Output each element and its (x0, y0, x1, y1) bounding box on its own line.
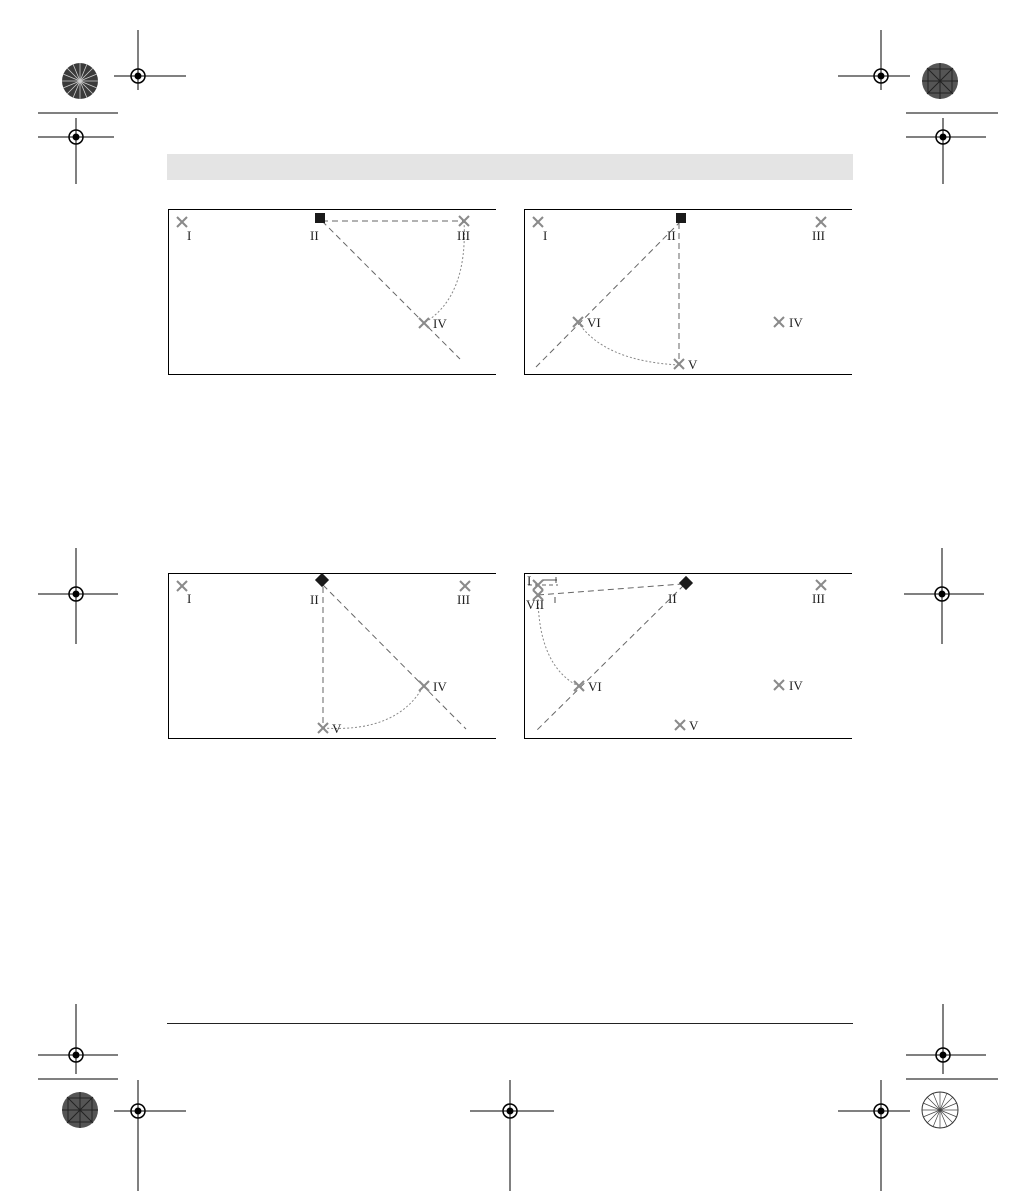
crosshair-mark-right-lower (906, 1004, 1000, 1088)
point-label: VI (587, 315, 601, 330)
crosshair-mark-right-upper (906, 104, 1000, 188)
cross-marker (774, 317, 784, 327)
point-label: III (812, 591, 825, 606)
crosshair-mark-bottom-left (110, 1080, 190, 1191)
diagram-panel-2 (524, 209, 854, 377)
point-label: III (812, 228, 825, 243)
cross-marker (674, 359, 684, 369)
diagram-panel-3 (168, 573, 498, 741)
registration-mark-bottom-right-color (918, 1088, 962, 1132)
point-label: IV (789, 678, 803, 693)
footer-rule (167, 1023, 853, 1024)
point-label: IV (433, 316, 447, 331)
point-label: II (667, 228, 676, 243)
point-label: IV (433, 679, 447, 694)
cross-marker (177, 217, 187, 227)
cross-marker (419, 318, 429, 328)
crosshair-mark-top-left (110, 30, 190, 110)
laser-diamond-marker (315, 573, 329, 587)
cross-marker (318, 723, 328, 733)
cross-marker (460, 581, 470, 591)
laser-square-marker (315, 213, 325, 223)
crosshair-mark-top-right (834, 30, 914, 110)
crosshair-mark-left-lower (38, 1004, 118, 1088)
diagram-panel-1 (168, 209, 498, 377)
cross-marker (533, 580, 543, 590)
cross-marker (459, 216, 469, 226)
cross-marker (774, 680, 784, 690)
point-label: IV (789, 315, 803, 330)
cross-marker (533, 217, 543, 227)
point-label: I (527, 573, 532, 588)
diagram-panel-4 (524, 573, 854, 741)
point-label: III (457, 592, 470, 607)
point-label: V (688, 357, 698, 372)
point-label: I (543, 228, 548, 243)
registration-mark-top-left-color (58, 59, 102, 103)
crosshair-mark-right-middle (904, 548, 984, 644)
point-label: III (457, 228, 470, 243)
point-label: VII (526, 597, 545, 612)
cross-marker (675, 720, 685, 730)
cross-marker (816, 217, 826, 227)
point-label: V (689, 718, 699, 733)
cross-marker (177, 581, 187, 591)
point-label: II (310, 592, 319, 607)
registration-mark-bottom-left-color (58, 1088, 102, 1132)
crosshair-mark-left-upper (38, 104, 118, 188)
crosshair-mark-left-middle (38, 548, 118, 644)
registration-mark-top-right-color (918, 59, 962, 103)
crosshair-mark-bottom-right (834, 1080, 914, 1191)
cross-marker (419, 681, 429, 691)
crosshair-mark-bottom-center (470, 1080, 554, 1191)
point-label: I (187, 591, 192, 606)
laser-square-marker (676, 213, 686, 223)
point-label: I (187, 228, 192, 243)
point-label: II (310, 228, 319, 243)
header-bar (167, 154, 853, 180)
cross-marker (574, 681, 584, 691)
cross-marker (573, 317, 583, 327)
cross-marker (816, 580, 826, 590)
point-label: II (668, 591, 677, 606)
point-label: VI (588, 679, 602, 694)
point-label: V (332, 721, 342, 736)
